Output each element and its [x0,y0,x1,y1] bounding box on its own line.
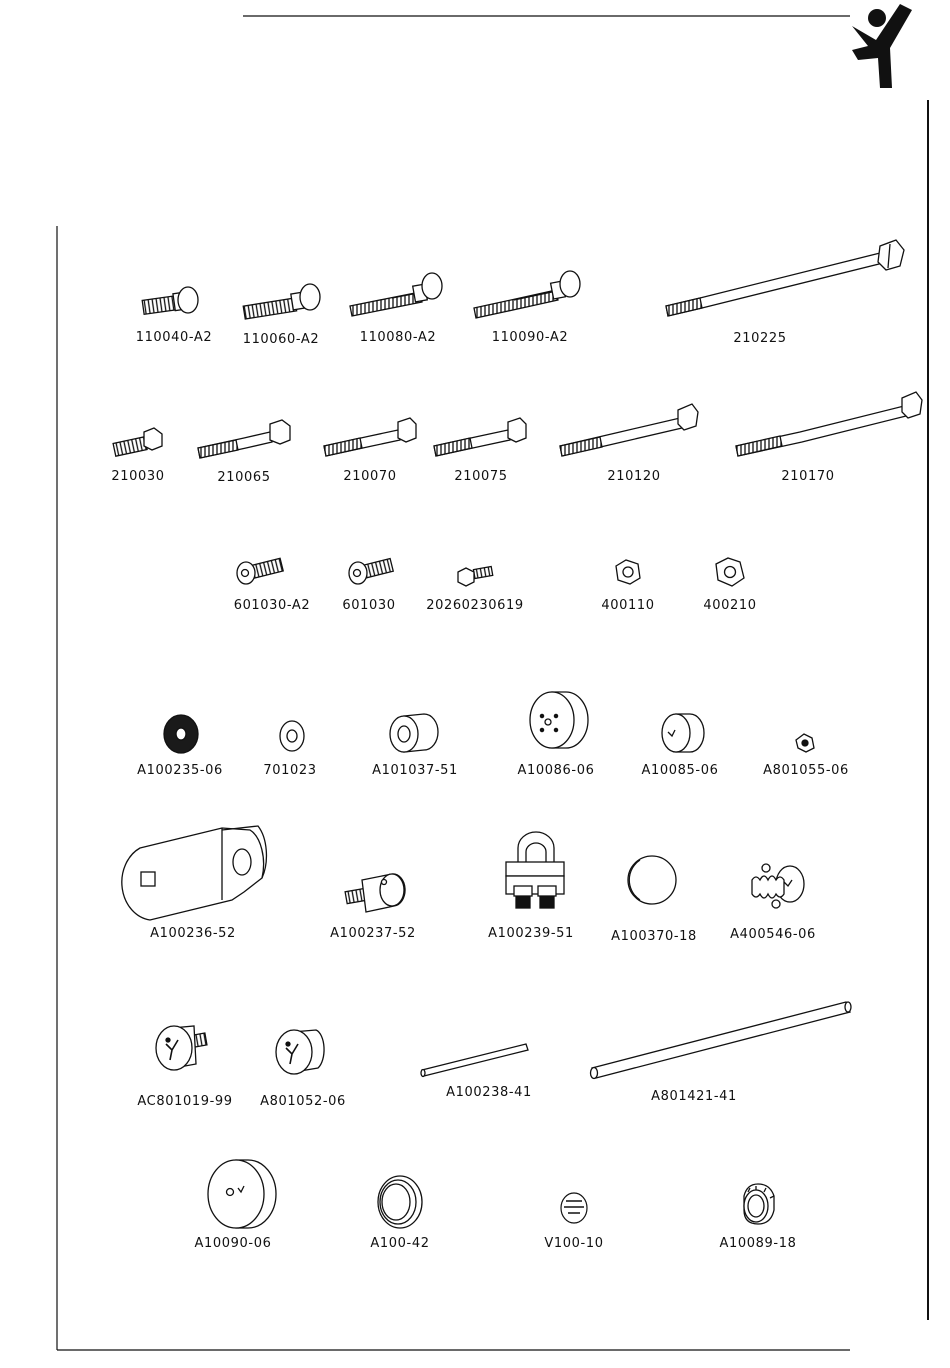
part-A801055-06-drawing [796,734,814,752]
part-label: A100238-41 [446,1085,532,1100]
part-label: 110080-A2 [359,330,437,345]
part-label: A801421-41 [651,1089,737,1104]
part-V100-10-drawing [561,1193,587,1223]
part-110040-A2-drawing [142,287,198,314]
part-label: A101037-51 [372,763,458,778]
part-label: 701023 [263,763,317,778]
part-label: 400110 [601,598,655,613]
part-110060-A2-drawing [243,284,320,319]
part-A10086-06-drawing [530,692,588,748]
part-label: A400546-06 [730,927,816,942]
part-label: 210075 [454,469,508,484]
page-frame [57,16,928,1350]
part-210065-drawing [198,420,290,458]
part-210225-drawing [666,240,904,316]
part-A801421-41-drawing [591,1002,852,1079]
part-A100239-51-drawing [506,832,564,908]
part-A10090-06-drawing [208,1160,276,1228]
part-210075-drawing [434,418,526,456]
part-label: A100-42 [370,1236,430,1251]
part-label: A10090-06 [194,1236,272,1251]
part-label: A801052-06 [260,1094,346,1109]
part-A100235-06-drawing [164,715,198,753]
part-A101037-51-drawing [390,714,438,752]
part-label: 210120 [607,469,661,484]
part-A100236-52-drawing [122,826,267,920]
part-110080-A2-drawing [350,273,442,316]
part-label: A10089-18 [719,1236,797,1251]
part-label: A100239-51 [488,926,574,941]
part-label: A100236-52 [150,926,236,941]
part-AC801019-99-drawing [156,1026,207,1070]
part-20260230619-drawing [458,566,493,586]
part-A10089-18-drawing [744,1184,774,1224]
part-label: V100-10 [544,1236,604,1251]
part-label: 210070 [343,469,397,484]
part-label: A100237-52 [330,926,416,941]
part-210170-drawing [736,392,922,456]
part-A100-42-drawing [378,1176,422,1228]
part-label: 110090-A2 [491,330,569,345]
part-label: 210225 [733,331,787,346]
part-label: 110060-A2 [242,332,320,347]
part-A400546-06-drawing [752,864,804,908]
part-400210-drawing [716,558,744,586]
part-A100370-18-drawing [628,856,676,904]
part-label: 601030 [342,598,396,613]
part-A10085-06-drawing [662,714,704,752]
part-label: 110040-A2 [135,330,213,345]
part-label: AC801019-99 [137,1094,233,1109]
part-label: A801055-06 [763,763,849,778]
part-210120-drawing [560,404,698,456]
part-A100237-52-drawing [345,874,405,912]
jumping-figure-logo-icon [852,4,912,88]
part-110090-A2-drawing [474,271,580,318]
part-210070-drawing [324,418,416,456]
part-label: 20260230619 [426,598,524,613]
part-label: 210030 [111,469,165,484]
part-601030-A2-drawing [237,558,283,584]
part-label: 601030-A2 [233,598,311,613]
part-701023-drawing [280,721,304,751]
part-label: A100370-18 [611,929,697,944]
part-label: A10085-06 [641,763,719,778]
part-A100238-41-drawing [421,1044,528,1077]
part-A801052-06-drawing [276,1030,324,1074]
part-label: 400210 [703,598,757,613]
part-label: A10086-06 [517,763,595,778]
part-label: A100235-06 [137,763,223,778]
part-400110-drawing [616,560,640,584]
part-label: 210170 [781,469,835,484]
part-210030-drawing [113,428,162,456]
part-label: 210065 [217,470,271,485]
part-601030-drawing [349,559,393,584]
